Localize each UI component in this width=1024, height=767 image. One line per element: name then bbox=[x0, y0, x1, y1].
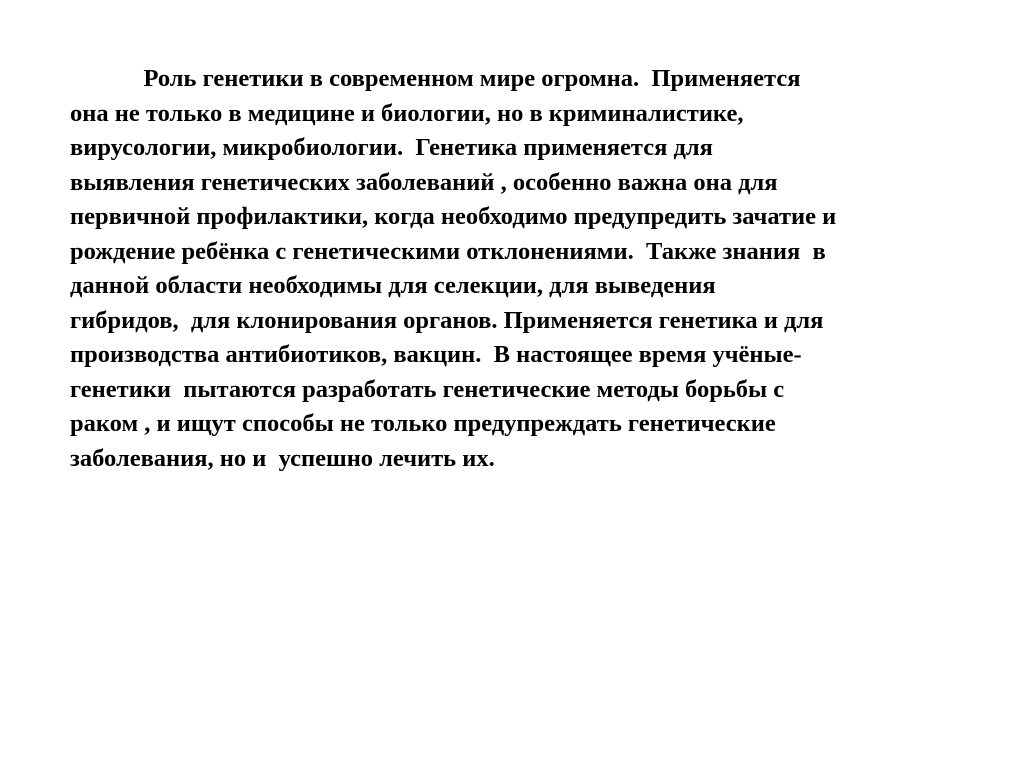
paragraph-line-8: гибридов, для клонирования органов. Применяется генетика и для bbox=[70, 306, 824, 334]
paragraph-line-3: вирусологии, микробиологии. Генетика применяется для bbox=[70, 134, 713, 161]
paragraph-line-11: раком , и ищут способы не только предупреждать генетические bbox=[70, 410, 776, 437]
paragraph-line-7: данной области необходимы для селекции, для выведения bbox=[70, 272, 716, 299]
paragraph-line-10: генетики пытаются разработать генетические методы борьбы с bbox=[70, 375, 785, 403]
paragraph-line-1: Роль генетики в современном мире огромна. Применяется bbox=[70, 65, 801, 92]
paragraph-line-12: заболевания, но и успешно лечить их. bbox=[70, 444, 495, 472]
paragraph-line-5: первичной профилактики, когда необходимо предупредить зачатие и bbox=[70, 203, 837, 230]
body-paragraph bbox=[70, 62, 970, 476]
paragraph-line-6: рождение ребёнка с генетическими отклонениями. Также знания в bbox=[70, 237, 826, 265]
paragraph-line-2: она не только в медицине и биологии, но в криминалистике, bbox=[70, 99, 744, 127]
paragraph-line-4: выявления генетических заболеваний , особенно важна она для bbox=[70, 168, 778, 196]
paragraph-line-9: производства антибиотиков, вакцин. В настоящее время учёные- bbox=[70, 341, 802, 368]
